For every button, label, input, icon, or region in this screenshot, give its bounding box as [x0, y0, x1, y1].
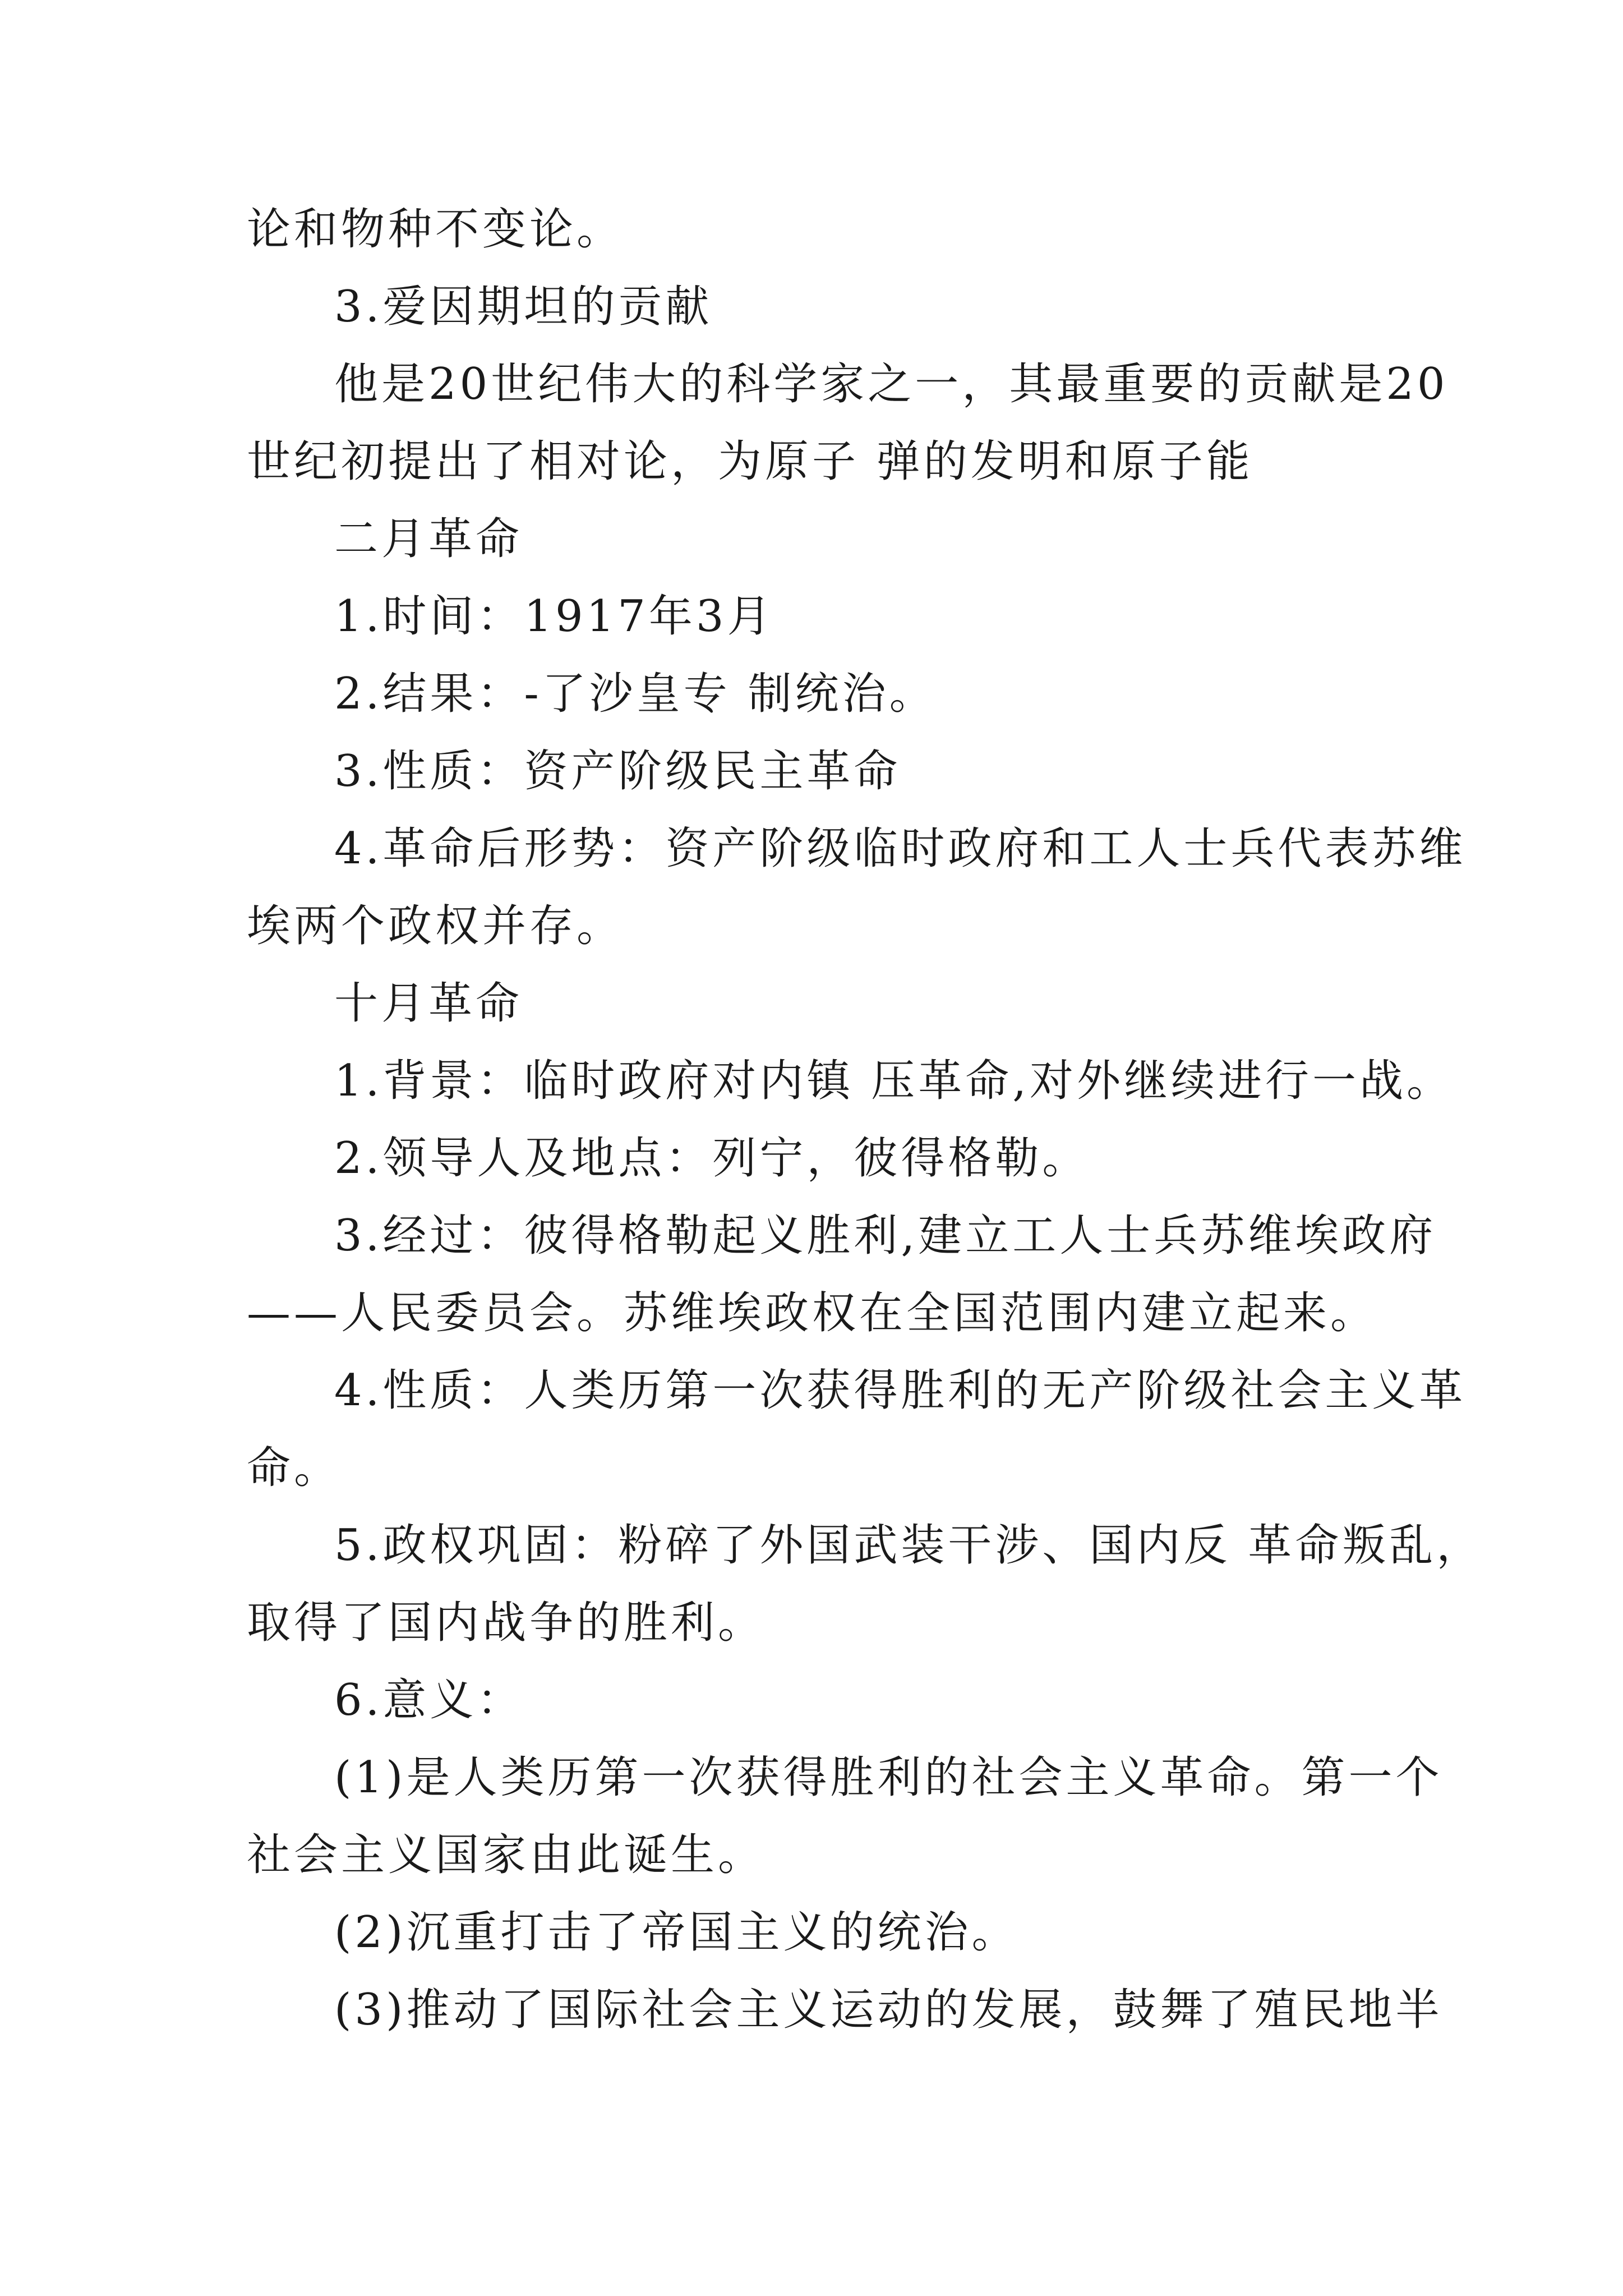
- text-line: 3.性质：资产阶级民主革命: [334, 746, 901, 797]
- section-heading: 二月革命: [334, 514, 523, 564]
- text-line: 4.性质：人类历第一次获得胜利的无产阶级社会主义革: [334, 1365, 1467, 1416]
- text-line: 3.经过：彼得格勒起义胜利,建立工人士兵苏维埃政府: [334, 1211, 1437, 1261]
- text-line: 社会主义国家由此诞生。: [247, 1830, 766, 1880]
- text-line: 论和物种不变论。: [247, 204, 624, 255]
- text-line: (2)沉重打击了帝国主义的统治。: [334, 1907, 1019, 1958]
- section-heading: 十月革命: [334, 978, 523, 1029]
- text-line: 1.时间：1917年3月: [334, 591, 774, 642]
- text-line: (3)推动了国际社会主义运动的发展，鼓舞了殖民地半: [334, 1985, 1443, 2035]
- text-line: 3.爱因期坦的贡献: [334, 282, 713, 332]
- text-line: 命。: [247, 1443, 342, 1493]
- text-line: ——人民委员会。苏维埃政权在全国范围内建立起来。: [247, 1288, 1378, 1338]
- text-line: 取得了国内战争的胜利。: [247, 1598, 766, 1648]
- text-line: 4.革命后形势：资产阶级临时政府和工人士兵代表苏维: [334, 823, 1467, 874]
- text-line: 2.结果：-了沙皇专 制统治。: [334, 669, 937, 719]
- text-line: 1.背景：临时政府对内镇 压革命,对外继续进行一战。: [334, 1056, 1454, 1106]
- text-line: 他是20世纪伟大的科学家之一，其最重要的贡献是20: [334, 359, 1449, 409]
- document-body: [247, 191, 1484, 2049]
- text-line: 埃两个政权并存。: [247, 901, 624, 951]
- text-line: (1)是人类历第一次获得胜利的社会主义革命。第一个: [334, 1752, 1443, 1803]
- text-line: 6.意义：: [334, 1675, 524, 1726]
- text-line: 世纪初提出了相对论，为原子 弹的发明和原子能: [247, 436, 1253, 487]
- text-line: 5.政权巩固：粉碎了外国武装干涉、国内反 革命叛乱，: [334, 1520, 1484, 1571]
- text-line: 2.领导人及地点：列宁，彼得格勒。: [334, 1133, 1090, 1184]
